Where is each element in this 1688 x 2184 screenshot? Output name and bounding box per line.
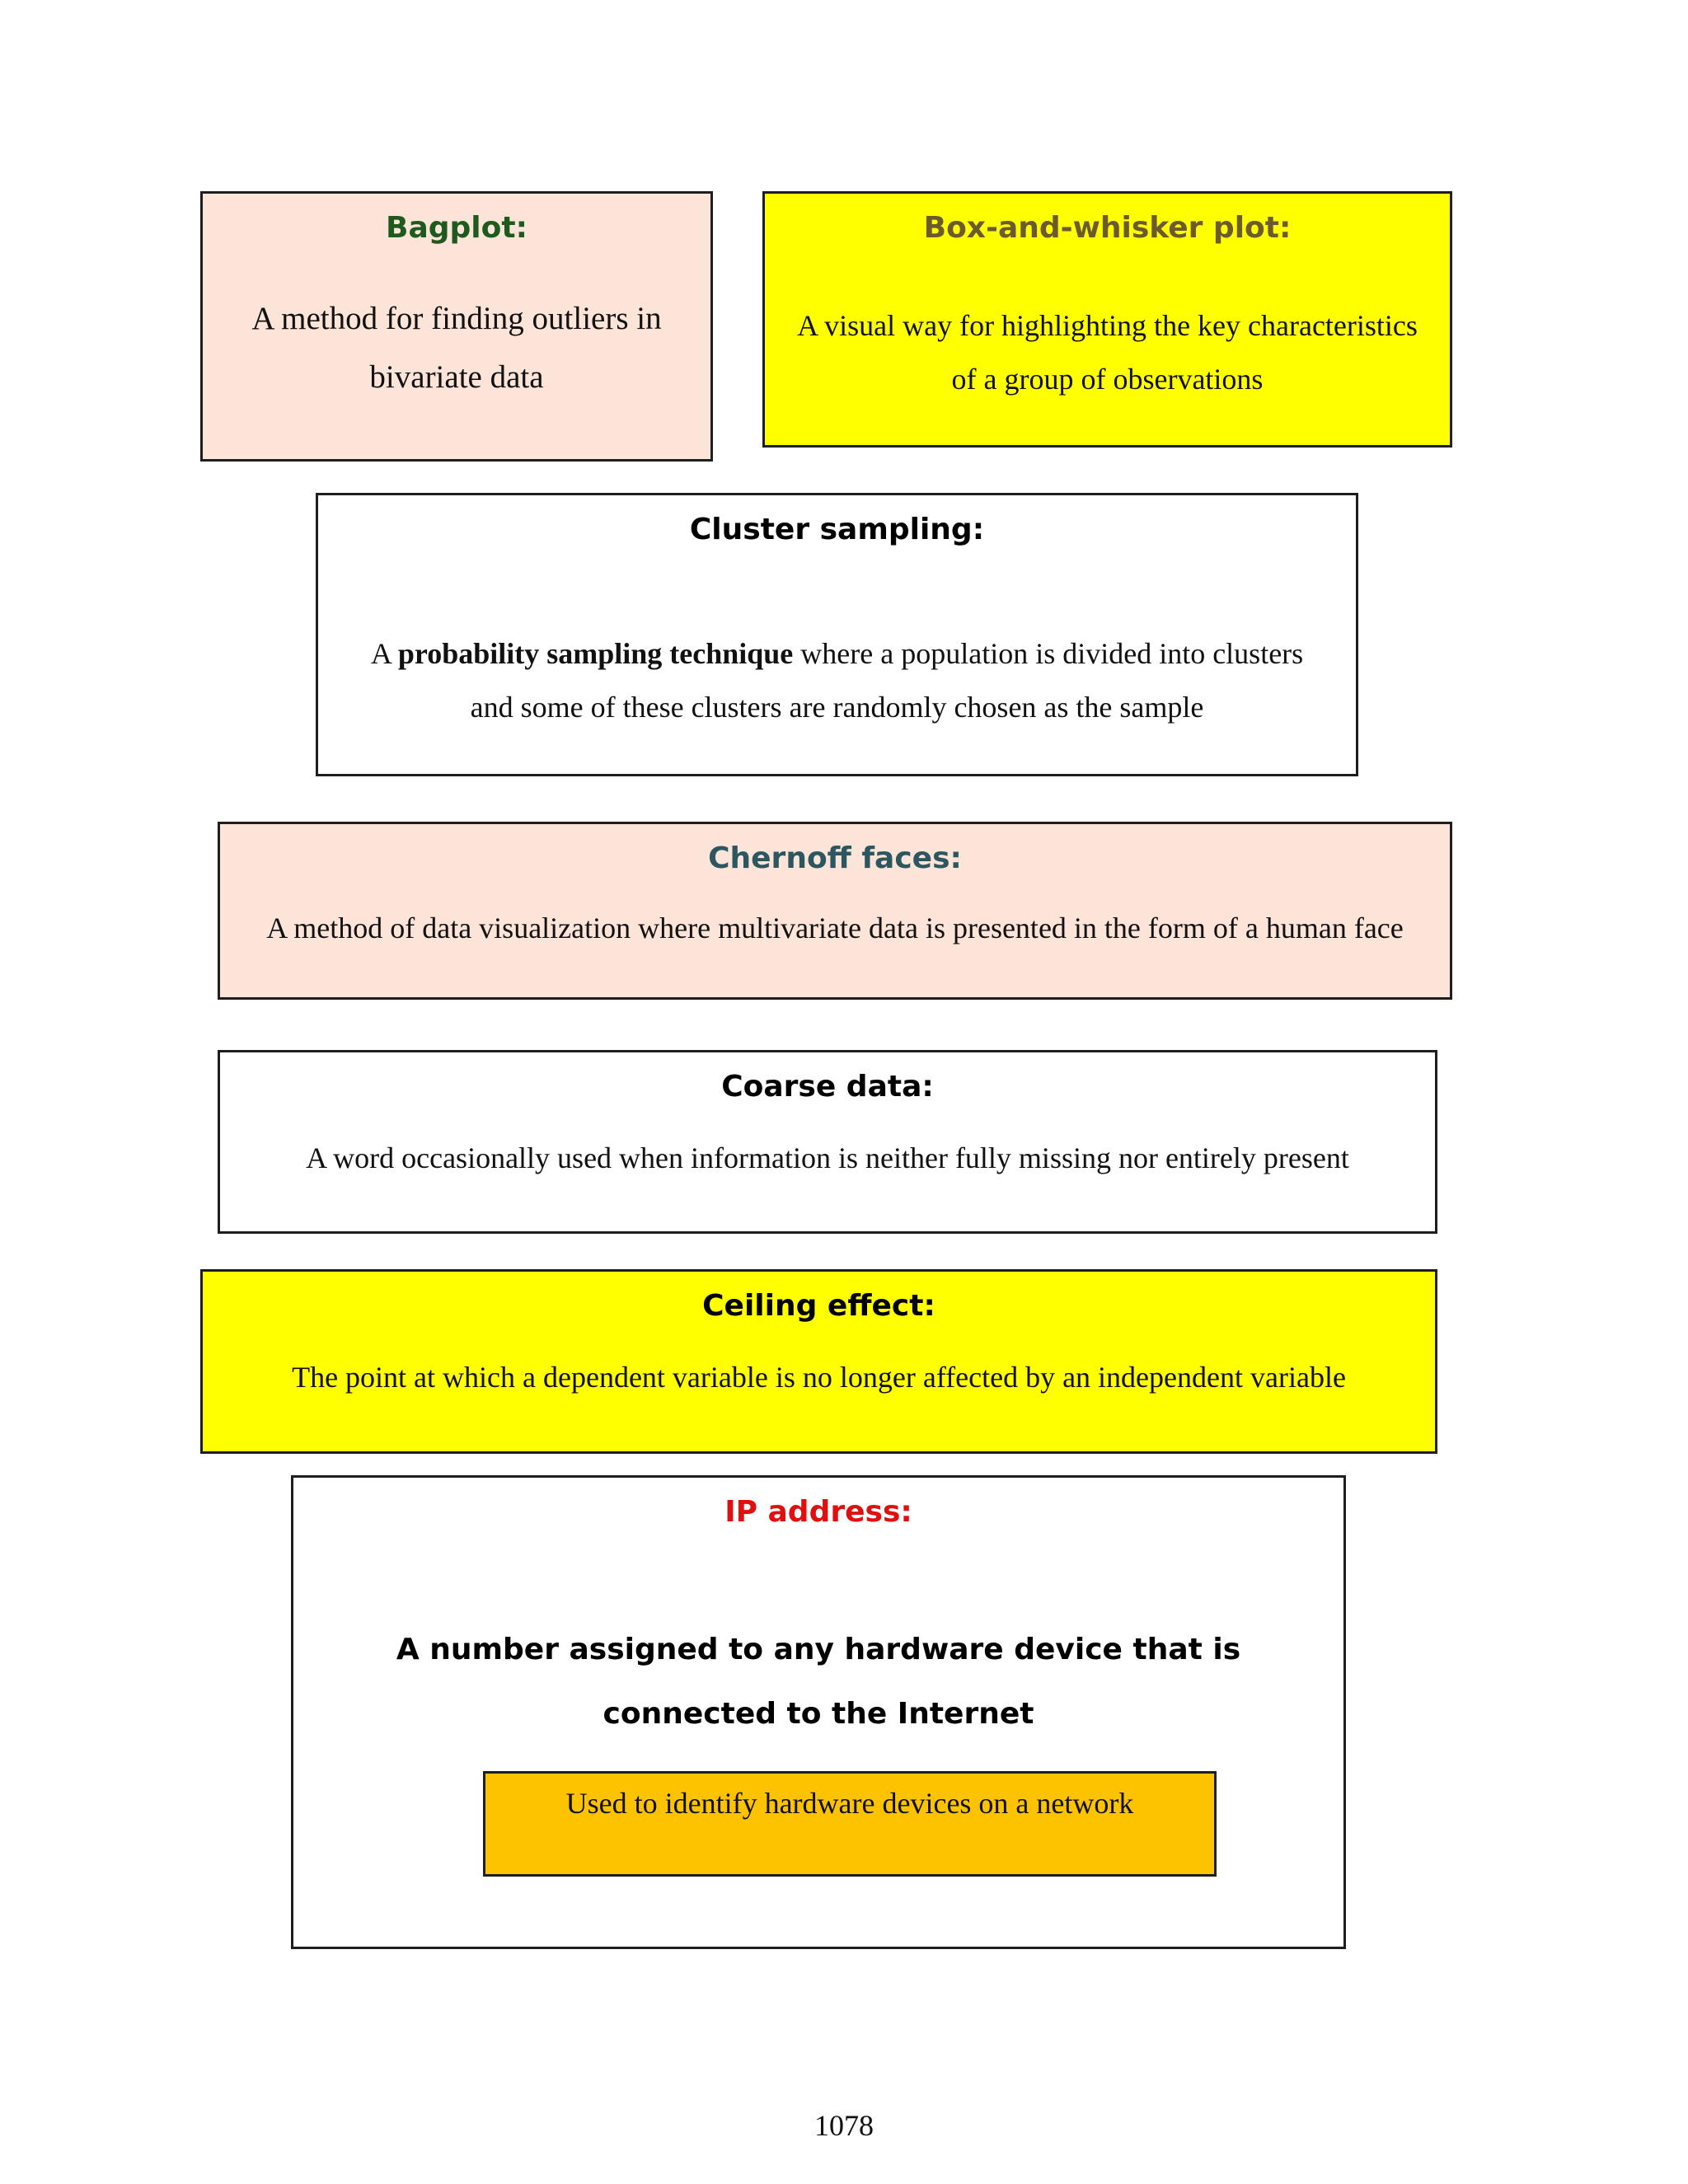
definition-suffix: where a population is divided into clusters and some of these clusters are randomly chosen as the sample (470, 637, 1304, 724)
definition-emphasis: probability sampling technique (397, 637, 794, 670)
term-definition: A visual way for highlighting the key characteristics of a group of observations (797, 309, 1418, 396)
term-card-cluster-sampling (316, 493, 1358, 776)
page-number: 1078 (814, 2109, 874, 2142)
term-definition: The point at which a dependent variable is no longer affected by an independent variable (292, 1361, 1346, 1394)
term-card-ceiling-effect (200, 1269, 1437, 1454)
term-card-chernoff-faces (218, 822, 1452, 1000)
term-definition (318, 627, 1356, 734)
term-heading: Coarse data: (721, 1070, 934, 1104)
term-note: Used to identify hardware devices on a network (565, 1787, 1134, 1820)
term-heading: Chernoff faces: (708, 841, 962, 875)
term-definition: A word occasionally used when information is neither fully missing nor entirely present (306, 1141, 1349, 1174)
term-card-bagplot (200, 191, 713, 462)
term-card-box-and-whisker (762, 191, 1452, 448)
term-definition: A number assigned to any hardware device that is connected to the Internet (396, 1633, 1241, 1731)
definition-prefix: A (370, 637, 398, 670)
term-note-box (483, 1771, 1217, 1877)
term-definition: A method for finding outliers in bivariate data (251, 301, 662, 395)
term-heading: Ceiling effect: (702, 1289, 935, 1323)
term-heading: Bagplot: (386, 211, 528, 245)
term-heading: IP address: (724, 1495, 912, 1529)
term-heading: Box-and-whisker plot: (923, 211, 1292, 245)
term-card-coarse-data (218, 1050, 1437, 1234)
term-card-ip-address (291, 1475, 1346, 1949)
term-definition: A method of data visualization where multivariate data is presented in the form of a human face (266, 912, 1404, 944)
term-heading: Cluster sampling: (689, 513, 985, 546)
